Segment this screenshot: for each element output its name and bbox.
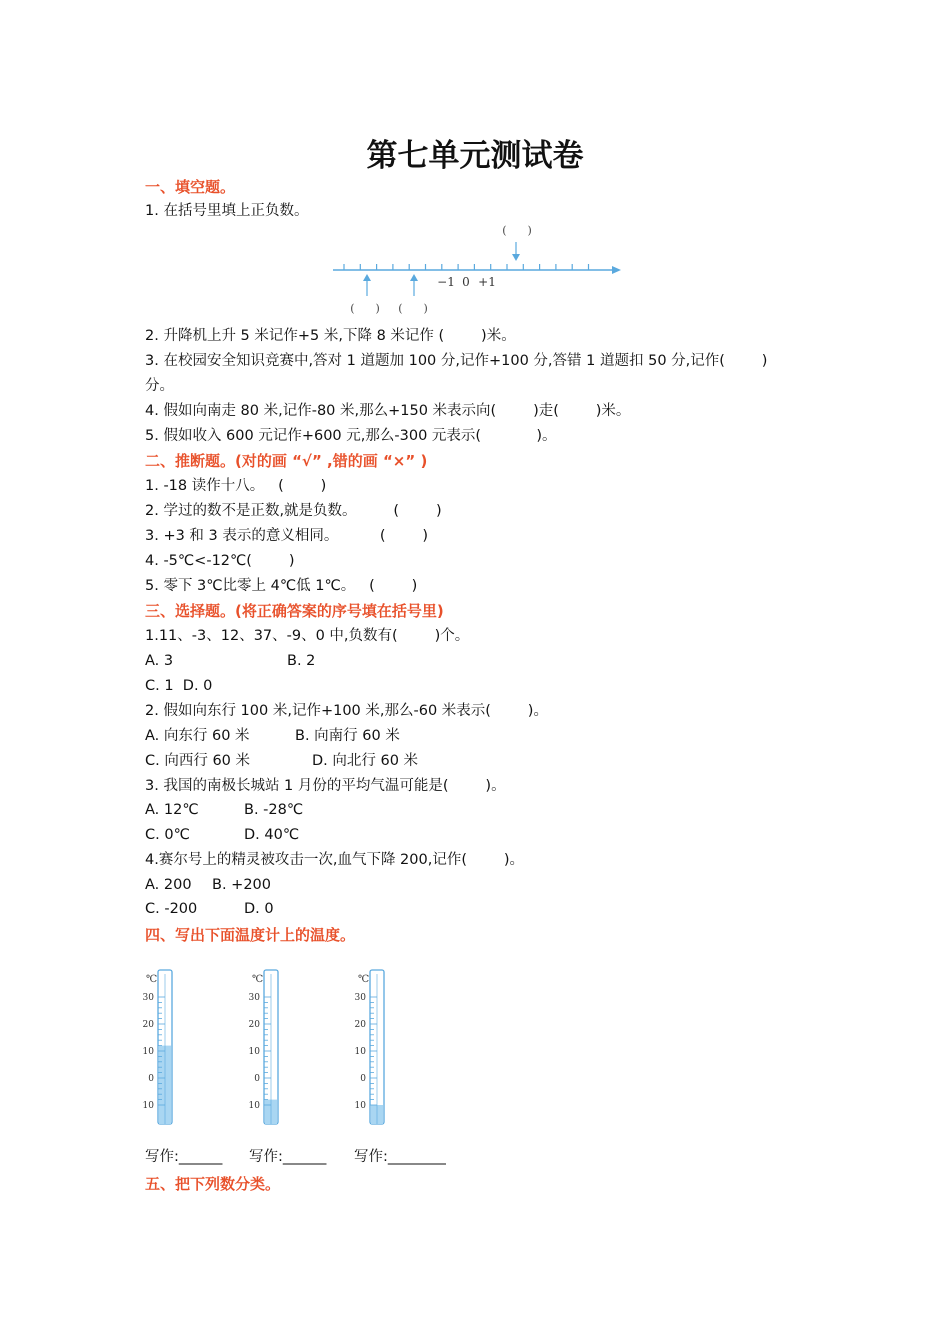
s2-question-1: 1. -18 读作十八。 ( ) [145, 478, 327, 494]
s3-question-2: 2. 假如向东行 100 米,记作+100 米,那么-60 米表示( )。 [145, 703, 548, 719]
s3-q3-option-a: A. 12℃ [145, 802, 199, 818]
bottom-arrow-head-2 [410, 274, 418, 281]
top-paren: ( ) [502, 224, 532, 237]
s3-question-4: 4.赛尔号上的精灵被攻击一次,血气下降 200,记作( )。 [145, 852, 525, 868]
bottom-paren-2: ( ) [398, 302, 428, 315]
s3-q1-option-cd: C. 1 D. 0 [145, 678, 213, 694]
section-2-heading: 二、推断题。(对的画 “√” ,错的画 “×” ) [145, 452, 428, 470]
scale-label: 20 [354, 1020, 366, 1030]
s3-q1-option-b: B. 2 [287, 653, 316, 669]
s3-q2-option-a: A. 向东行 60 米 [145, 728, 250, 744]
scale-label: 20 [248, 1020, 260, 1030]
s1-question-3-cont: 分。 [145, 378, 174, 394]
s3-q2-option-d: D. 向北行 60 米 [312, 753, 419, 769]
top-arrow-head [512, 254, 520, 261]
scale-label: 30 [142, 993, 154, 1003]
bottom-arrow-head-1 [363, 274, 371, 281]
scale-label: 30 [354, 993, 366, 1003]
scale-label: 10 [142, 1101, 154, 1111]
s3-q4-option-d: D. 0 [244, 901, 274, 917]
scale-label: 10 [354, 1047, 366, 1057]
s3-q2-option-c: C. 向西行 60 米 [145, 753, 251, 769]
bottom-paren-1: ( ) [350, 302, 380, 315]
thermometer-1-answer: 写作:______ [145, 1149, 223, 1165]
thermometer-3-answer: 写作:________ [354, 1149, 446, 1165]
s1-question-2: 2. 升降机上升 5 米记作+5 米,下降 8 米记作 ( )米。 [145, 328, 516, 344]
thermometer-3 [355, 970, 384, 1124]
s2-question-5: 5. 零下 3℃比零上 4℃低 1℃。 ( ) [145, 578, 418, 594]
section-3-heading: 三、选择题。(将正确答案的序号填在括号里) [145, 602, 444, 620]
s3-q3-option-b: B. -28℃ [244, 802, 304, 818]
scale-label: 10 [142, 1047, 154, 1057]
unit-label: ℃ [252, 974, 264, 985]
page-title: 第七单元测试卷 [366, 138, 584, 174]
label-zero: 0 [462, 275, 470, 289]
s3-q3-option-d: D. 40℃ [244, 827, 300, 843]
s2-question-3: 3. +3 和 3 表示的意义相同。 ( ) [145, 528, 429, 544]
s3-q4-option-a: A. 200 [145, 877, 192, 893]
s1-question-4: 4. 假如向南走 80 米,记作-80 米,那么+150 米表示向( )走( )米。 [145, 403, 631, 419]
axis-ticks [344, 264, 589, 270]
label-pos1: +1 [478, 275, 496, 289]
unit-label: ℃ [146, 974, 158, 985]
scale-label: 0 [148, 1074, 154, 1084]
thermometer-2 [249, 970, 278, 1124]
s3-q2-option-b: B. 向南行 60 米 [295, 728, 400, 744]
section-1-heading: 一、填空题。 [145, 178, 236, 196]
s2-question-4: 4. -5℃<-12℃( ) [145, 553, 295, 569]
axis-arrow-head [612, 266, 621, 274]
number-line-figure [0, 220, 950, 320]
section-4-heading: 四、写出下面温度计上的温度。 [145, 926, 356, 944]
s3-q4-option-c: C. -200 [145, 901, 198, 917]
scale-label: 10 [354, 1101, 366, 1111]
s3-question-3: 3. 我国的南极长城站 1 月份的平均气温可能是( )。 [145, 778, 506, 794]
scale-label: 30 [248, 993, 260, 1003]
s3-question-1: 1.11、-3、12、37、-9、0 中,负数有( )个。 [145, 628, 470, 644]
s3-q3-option-c: C. 0℃ [145, 827, 190, 843]
thermometers-figure [0, 962, 950, 1132]
scale-label: 0 [360, 1074, 366, 1084]
scale-label: 10 [248, 1047, 260, 1057]
thermometer-1 [143, 970, 172, 1124]
s2-question-2: 2. 学过的数不是正数,就是负数。 ( ) [145, 503, 442, 519]
scale-label: 20 [142, 1020, 154, 1030]
s1-question-5: 5. 假如收入 600 元记作+600 元,那么-300 元表示( )。 [145, 428, 557, 444]
s3-q1-option-a: A. 3 [145, 653, 174, 669]
section-5-heading: 五、把下列数分类。 [145, 1175, 281, 1193]
scale-label: 10 [248, 1101, 260, 1111]
thermometer-2-answer: 写作:______ [249, 1149, 327, 1165]
s3-q4-option-b: B. +200 [212, 877, 271, 893]
s1-question-1: 1. 在括号里填上正负数。 [145, 203, 309, 219]
label-neg1: −1 [437, 275, 455, 289]
scale-label: 0 [254, 1074, 260, 1084]
s1-question-3: 3. 在校园安全知识竞赛中,答对 1 道题加 100 分,记作+100 分,答错 1 道题扣 50 分,记作( ) [145, 353, 768, 369]
unit-label: ℃ [358, 974, 370, 985]
